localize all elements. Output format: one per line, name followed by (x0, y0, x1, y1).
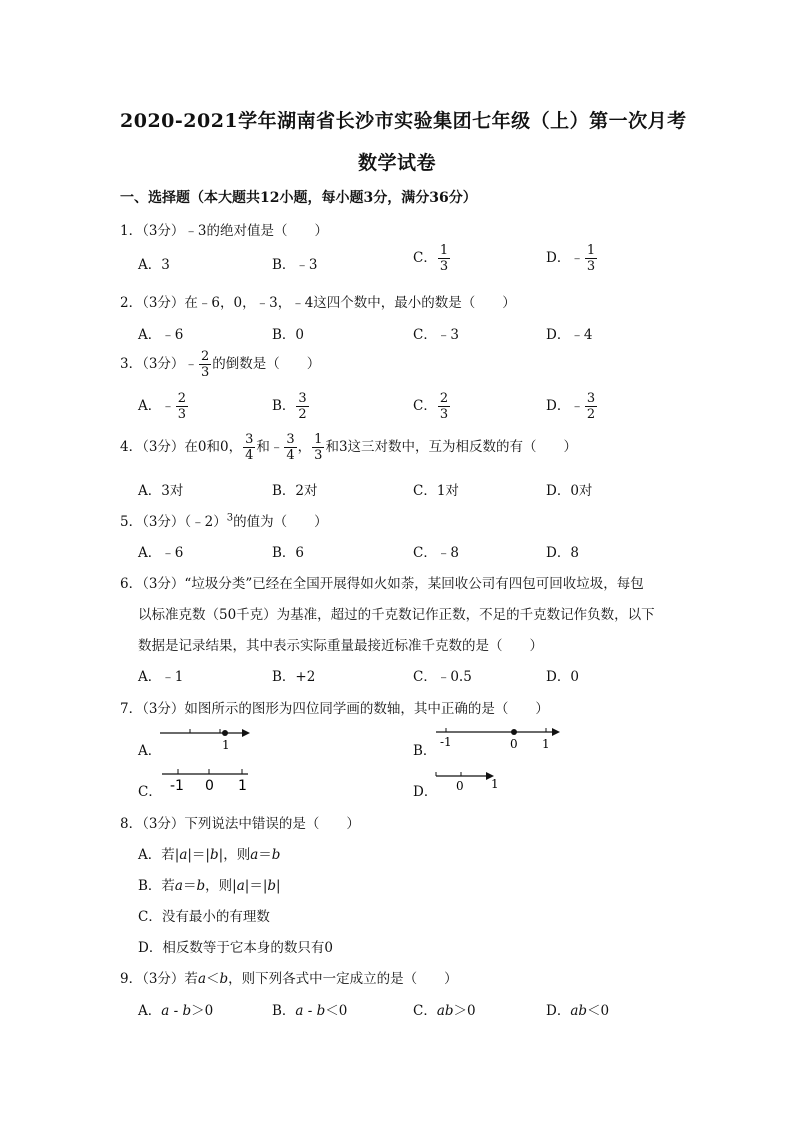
exponent: 3 (226, 512, 234, 524)
variable: b (271, 847, 281, 863)
question-6-option-b: B．+2 (272, 669, 316, 685)
denominator: 2 (586, 407, 596, 422)
question-3-option-b (272, 392, 310, 421)
question-5-option-a: A．﹣6 (138, 545, 184, 561)
tick-label: -1 (170, 778, 184, 794)
stem-text: ， (297, 439, 312, 455)
denominator: 3 (200, 365, 210, 380)
tick-label: 1 (491, 777, 499, 791)
fraction (284, 433, 296, 462)
question-2-stem: 2．（3分）在﹣6，0，﹣3，﹣4这四个数中，最小的数是（ ） (120, 295, 516, 311)
question-9-option-a (138, 999, 213, 1019)
option-label: A．﹣ (138, 398, 175, 414)
question-1-option-d (546, 244, 598, 273)
numerator: 3 (586, 391, 596, 406)
text: ＝ (258, 847, 272, 863)
stem-text: 3．（3分）﹣ (120, 356, 198, 372)
question-7-stem: 7．（3分）如图所示的图形为四位同学画的数轴，其中正确的是（ ） (120, 701, 549, 717)
question-5-stem (120, 510, 328, 530)
option-label: D．﹣ (546, 398, 584, 414)
fraction (585, 392, 597, 421)
question-3-option-c (413, 392, 451, 421)
denominator: 4 (245, 448, 254, 463)
question-4-option-c: C．1对 (413, 483, 459, 499)
denominator: 4 (286, 448, 295, 463)
number-line-b (436, 724, 566, 756)
expression: ab (436, 1003, 454, 1019)
denominator: 3 (314, 448, 323, 463)
number-line-c (160, 766, 255, 800)
text: ＝ (182, 878, 197, 894)
denominator: 3 (586, 259, 596, 274)
fraction (296, 392, 308, 421)
fraction (176, 392, 188, 421)
text: ，则下列各式中一定成立的是（ ） (228, 971, 458, 987)
text: 9．（3分）若 (120, 971, 198, 987)
fraction (243, 433, 255, 462)
text: |＝| (187, 847, 210, 863)
text: | (276, 878, 281, 894)
question-1-option-a: A．3 (138, 257, 170, 273)
text: ＜ (206, 971, 220, 987)
question-5-option-b: B．6 (272, 545, 305, 561)
numerator: 3 (245, 432, 254, 447)
numerator: 1 (314, 432, 323, 447)
relation: ＞0 (453, 1003, 476, 1019)
question-9-option-d (546, 999, 609, 1019)
number-line-d-graphic (436, 768, 536, 796)
variable: a (250, 847, 259, 863)
variable: a (174, 878, 183, 894)
question-6-stem-line3: 数据是记录结果，其中表示实际重量最接近标准千克数的是（ ） (138, 638, 543, 654)
section-heading: 一、选择题（本大题共12小题，每小题3分，满分36分） (120, 190, 477, 206)
question-2-option-b: B．0 (272, 327, 305, 343)
question-9-option-b (272, 999, 347, 1019)
question-2-option-a: A．﹣6 (138, 327, 184, 343)
option-label: B． (272, 398, 296, 414)
variable: a (236, 878, 245, 894)
fraction (438, 244, 450, 273)
page-title: 2020-2021学年湖南省长沙市实验集团七年级（上）第一次月考 (120, 110, 687, 132)
question-7-option-d: D． (413, 784, 438, 800)
question-7-option-c: C． (138, 784, 162, 800)
expression: a - b (295, 1003, 326, 1019)
question-3-option-d (546, 392, 598, 421)
fraction (438, 392, 450, 421)
number-line-a (160, 725, 260, 757)
question-8-option-c: C．没有最小的有理数 (138, 909, 270, 925)
numerator: 2 (200, 349, 210, 364)
variable: a (197, 971, 206, 987)
question-4-option-a: A．3对 (138, 483, 184, 499)
number-line-b-graphic (436, 724, 566, 752)
question-7-option-a: A． (138, 743, 162, 759)
text: ，则| (205, 878, 237, 894)
question-8-stem: 8．（3分）下列说法中错误的是（ ） (120, 816, 360, 832)
question-1-option-b: B．﹣3 (272, 257, 318, 273)
question-8-option-d: D．相反数等于它本身的数只有0 (138, 940, 333, 956)
numerator: 1 (439, 243, 449, 258)
question-4-option-d: D．0对 (546, 483, 593, 499)
relation: ＜0 (587, 1003, 610, 1019)
question-6-option-a: A．﹣1 (138, 669, 184, 685)
question-9-option-c (413, 999, 476, 1019)
option-label: C． (413, 398, 437, 414)
question-5-option-d: D．8 (546, 545, 579, 561)
option-label: D． (546, 1003, 571, 1019)
tick-label: 0 (456, 779, 464, 793)
question-6-option-c: C．﹣0.5 (413, 669, 472, 685)
question-5-option-c: C．﹣8 (413, 545, 459, 561)
relation: ＜0 (325, 1003, 348, 1019)
question-2-option-c: C．﹣3 (413, 327, 459, 343)
question-6-stem-line2: 以标准克数（50千克）为基准，超过的千克数记作正数，不足的千克数记作负数，以下 (138, 607, 655, 623)
option-label: D． (546, 250, 571, 266)
question-4-stem (120, 433, 577, 462)
expression: ab (570, 1003, 588, 1019)
fraction (585, 244, 597, 273)
number-line-d (436, 768, 536, 800)
fraction (199, 350, 211, 379)
denominator: 2 (298, 407, 307, 422)
question-1-stem: 1．（3分）﹣3的绝对值是（ ） (120, 223, 329, 239)
numerator: 3 (298, 391, 307, 406)
expression: a - b (161, 1003, 192, 1019)
question-9-stem (120, 967, 458, 987)
question-3-option-a (138, 392, 189, 421)
numerator: 2 (439, 391, 449, 406)
text: A．若| (138, 847, 180, 863)
stem-text: 的倒数是（ ） (212, 356, 321, 372)
stem-text: 的值为（ ） (233, 514, 328, 530)
option-label: A． (138, 1003, 162, 1019)
variable: b (209, 847, 219, 863)
question-7-option-b: B． (413, 743, 437, 759)
fraction (312, 433, 324, 462)
stem-text: 4．（3分）在0和0， (120, 439, 243, 455)
question-8-option-b (138, 874, 281, 894)
question-6-option-d: D．0 (546, 669, 579, 685)
denominator: 3 (439, 407, 449, 422)
question-6-stem-line1: 6．（3分）“垃圾分类”已经在全国开展得如火如荼，某回收公司有四包可回收垃圾，每包 (120, 576, 644, 592)
denominator: 3 (177, 407, 187, 422)
question-3-stem (120, 350, 320, 379)
stem-text: 5．（3分）（﹣2） (120, 514, 227, 530)
option-label: B． (272, 1003, 296, 1019)
question-4-option-b: B．2对 (272, 483, 318, 499)
option-label: C． (413, 1003, 437, 1019)
relation: ＞0 (191, 1003, 214, 1019)
minus-sign: ﹣ (570, 250, 584, 266)
question-1-option-c (413, 244, 451, 273)
variable: b (267, 878, 277, 894)
denominator: 3 (439, 259, 449, 274)
text: |，则 (218, 847, 251, 863)
tick-label: -1 (440, 735, 452, 749)
stem-text: 和﹣ (256, 439, 284, 455)
question-8-option-a (138, 843, 280, 863)
numerator: 2 (177, 391, 187, 406)
tick-label: 1 (542, 737, 550, 751)
text: B．若 (138, 878, 175, 894)
text: |＝| (244, 878, 268, 894)
page-subtitle: 数学试卷 (358, 152, 437, 174)
tick-label: 1 (238, 778, 247, 794)
stem-text: 和3这三对数中，互为相反数的有（ ） (325, 439, 578, 455)
number-line-c-graphic (160, 766, 255, 796)
tick-label: 0 (205, 778, 214, 794)
variable: a (179, 847, 188, 863)
variable: b (196, 878, 206, 894)
variable: b (219, 971, 229, 987)
number-line-a-graphic (160, 725, 260, 753)
numerator: 3 (286, 432, 295, 447)
tick-label: 0 (510, 737, 518, 751)
option-label: C． (413, 250, 437, 266)
tick-label: 1 (222, 738, 230, 752)
question-2-option-d: D．﹣4 (546, 327, 593, 343)
numerator: 1 (586, 243, 596, 258)
